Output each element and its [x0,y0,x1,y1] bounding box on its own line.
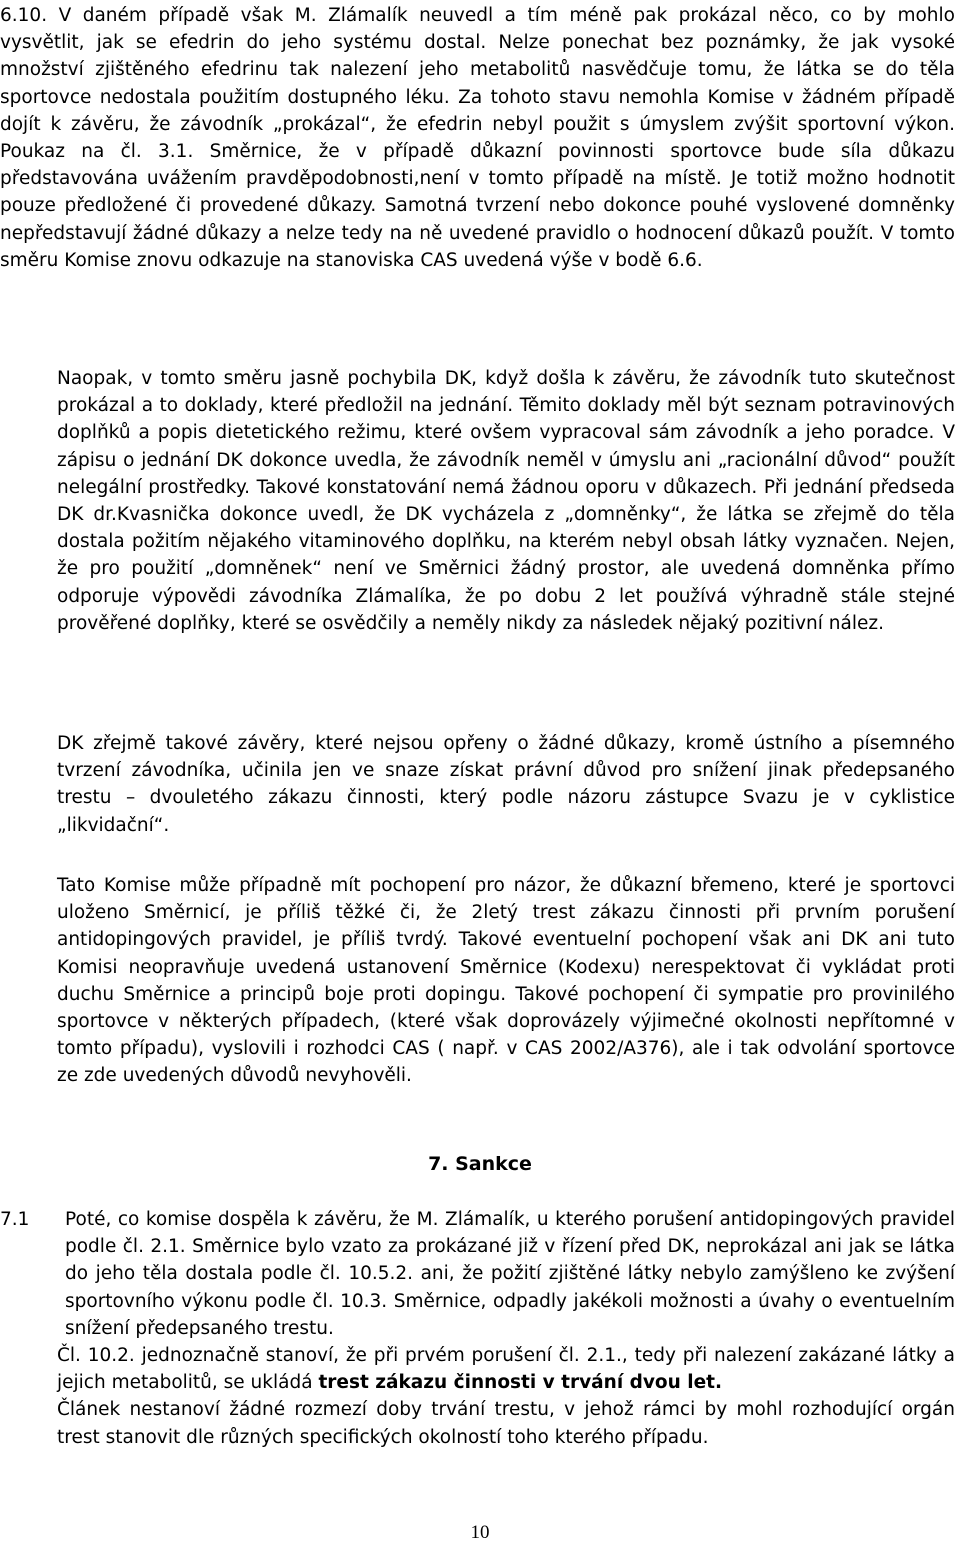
paragraph-7-1-part3: Článek nestanoví žádné rozmezí doby trvání trestu, v jehož rámci by mohl rozhodující orgán trest stanovit dle různých specifických okolností toho kterého případu. [57,1399,955,1448]
paragraph-7-1-part2 [57,1342,955,1396]
page-number: 10 [470,1522,490,1543]
paragraph-commission-understanding: Tato Komise může případně mít pochopení pro názor, že důkazní břemeno, které je sportovci uloženo Směrnicí, je příliš těžké či, že 2letý trest zákazu činnosti při prvním porušení antidopingových pravidel, je příliš tvrdý. Takové eventuelní pochopení však ani DK ani tuto Komisi neopravňuje uvedená ustanovení Směrnice (Kodexu) nerespektovat či vykládat proti duchu Směrnice a principů boje proti dopingu. Takové pochopení či sympatie pro provinilého sportovce v některých případech, (které však doprovázely výjimečné okolnosti nepřítomné v tomto případu), vyslovili i rozhodci CAS ( např. v CAS 2002/A376), ale i tak odvolání sportovce ze zde uvedených důvodů nevyhověli. [57,875,955,1087]
paragraph-7-1-part2-text: Čl. 10.2. jednoznačně stanoví, že při prvém porušení čl. 2.1., tedy při nalezení zakázané látky a jejich metabolitů, se ukládá [57,1345,955,1394]
paragraph-7-1 [57,1206,955,1451]
section-heading-sankce: 7. Sankce [428,1153,532,1175]
penalty-bold-text: trest zákazu činnosti v trvání dvou let. [318,1372,723,1394]
section-number-7-1: 7.1 [0,1209,30,1230]
paragraph-6-10-text: V daném případě však M. Zlámalík neuvedl a tím méně pak prokázal něco, co by mohlo vysvětlit, jak se efedrin do jeho systému dostal. Nelze ponechat bez poznámky, že jak vysoké množství zjištěného efedrinu tak nalezení jeho metabolitů nasvědčuje tomu, že látka se do těla sportovce nedostala použitím dostupného léku. Za tohoto stavu nemohla Komise v žádném případě dojít k závěru, že závodník „prokázal“, že efedrin nebyl použit s úmyslem zvýšit sportovní výkon. Poukaz na čl. 3.1. Směrnice, že v případě důkazní povinnosti sportovce bude síla důkazu představována uvážením pravděpodobnosti,není v tomto případě na místě. Je totiž možno hodnotit pouze předložené či provedené důkazy. Samotná tvrzení nebo dokonce pouhé vyslovené domněnky nepředstavují žádné důkazy a nelze tedy na ně uvedené pravidlo o hodnocení důkazů použít. V tomto směru Komise znovu odkazuje na stanoviska CAS uvedená výše v bodě 6.6. [0,5,955,271]
paragraph-dk-conclusions: DK zřejmě takové závěry, které nejsou opřeny o žádné důkazy, kromě ústního a písemného tvrzení závodníka, učinila jen ve snaze získat právní důvod pro snížení jinak předepsaného trestu – dvouletého zákazu činnosti, který podle názoru zástupce Svazu je v cyklistice „likvidační“. [57,733,955,836]
paragraph-7-1-part1: Poté, co komise dospěla k závěru, že M. Zlámalík, u kterého porušení antidopingových pravidel podle čl. 2.1. Směrnice bylo vzato za prokázané již v řízení před DK, neprokázal ani jak se látka do jeho těla dostala podle čl. 10.5.2. ani, že požití zjištěné látky nebylo zamýšleno ke zvýšení sportovního výkonu podle čl. 10.3. Směrnice, odpadly jakékoli možnosti a úvahy o eventuelním snížení předepsaného trestu. [65,1209,955,1339]
paragraph-6-10 [0,2,955,274]
paragraph-number-6-10: 6.10. [0,5,48,26]
paragraph-dk-error: Naopak, v tomto směru jasně pochybila DK, když došla k závěru, že závodník tuto skutečnost prokázal a to doklady, které předložil na jednání. Těmito doklady měl být seznam potravinových doplňků a popis dietetického režimu, které ovšem vypracoval sám závodník a jeho poradce. V zápisu o jednání DK dokonce uvedla, že závodník neměl v úmyslu ani „racionální důvod“ použít nelegální prostředky. Takové konstatování nemá žádnou oporu v důkazech. Při jednání předseda DK dr.Kvasnička dokonce uvedl, že DK vycházela z „domněnky“, že látka se zřejmě do těla dostala požitím nějakého vitaminového doplňku, na kterém nebyl obsah látky vyznačen. Nejen, že pro použití „domněnek“ není ve Směrnici žádný prostor, ale uvedená domněnka přímo odporuje výpovědi závodníka Zlámalíka, že po dobu 2 let používá výhradně stále stejné prověřené doplňky, které se osvědčily a neměly nikdy za následek nějaký pozitivní nález. [57,368,955,634]
